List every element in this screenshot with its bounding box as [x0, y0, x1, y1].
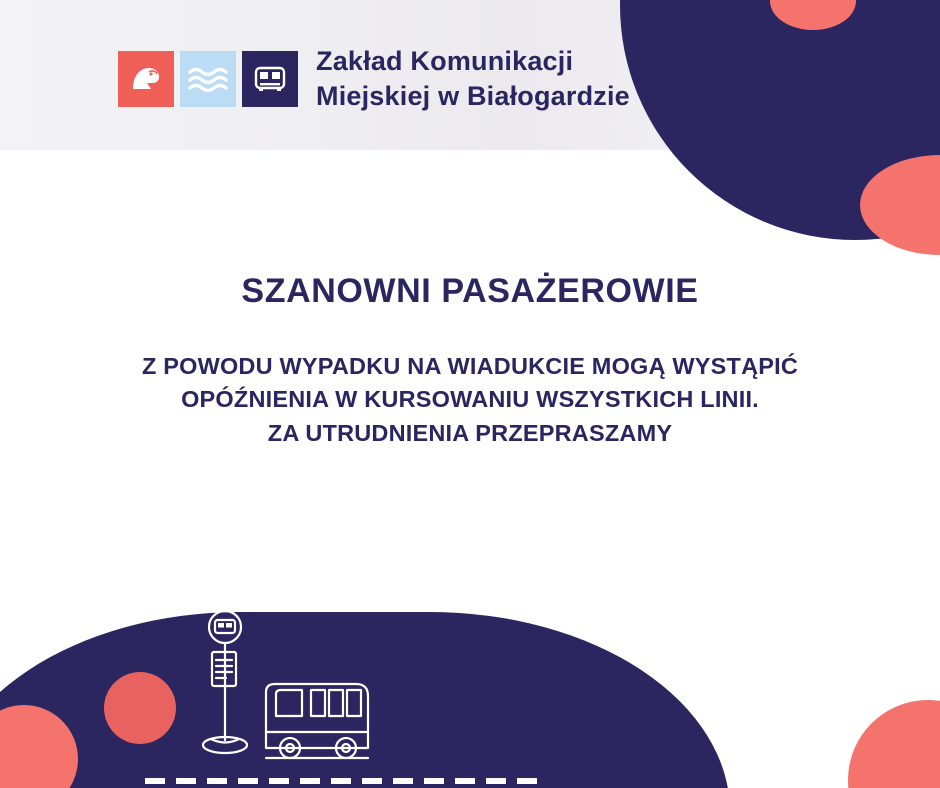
- bus-icon: [242, 51, 298, 107]
- waves-icon: [180, 51, 236, 107]
- coral-bottom-mid-decoration: [104, 672, 176, 744]
- bus-stop-sign-icon: [209, 611, 241, 643]
- logo-marks: [118, 51, 298, 107]
- announcement-line-1: Z POWODU WYPADKU NA WIADUKCIE MOGĄ WYSTĄPIĆ: [141, 353, 799, 379]
- coral-bottom-right-decoration: [848, 700, 940, 788]
- announcement-line-3: ZA UTRUDNIENIA PRZEPRASZAMY: [267, 419, 673, 446]
- announcement-body: [0, 350, 940, 450]
- bus-icon: [266, 684, 368, 758]
- griffin-icon: [118, 51, 174, 107]
- logo-text-line-1: Zakład Komunikacji: [316, 46, 574, 76]
- logo: [118, 44, 630, 113]
- dashed-road-line-icon: [145, 778, 545, 784]
- logo-text-line-2: Miejskiej w Białogardzie: [316, 80, 630, 111]
- bus-illustration: [180, 600, 480, 775]
- page-title: SZANOWNI PASAŻEROWIE: [241, 272, 699, 310]
- logo-text: [316, 44, 630, 113]
- announcement-line-2: OPÓŹNIENIA W KURSOWANIU WSZYSTKICH LINII.: [181, 386, 759, 413]
